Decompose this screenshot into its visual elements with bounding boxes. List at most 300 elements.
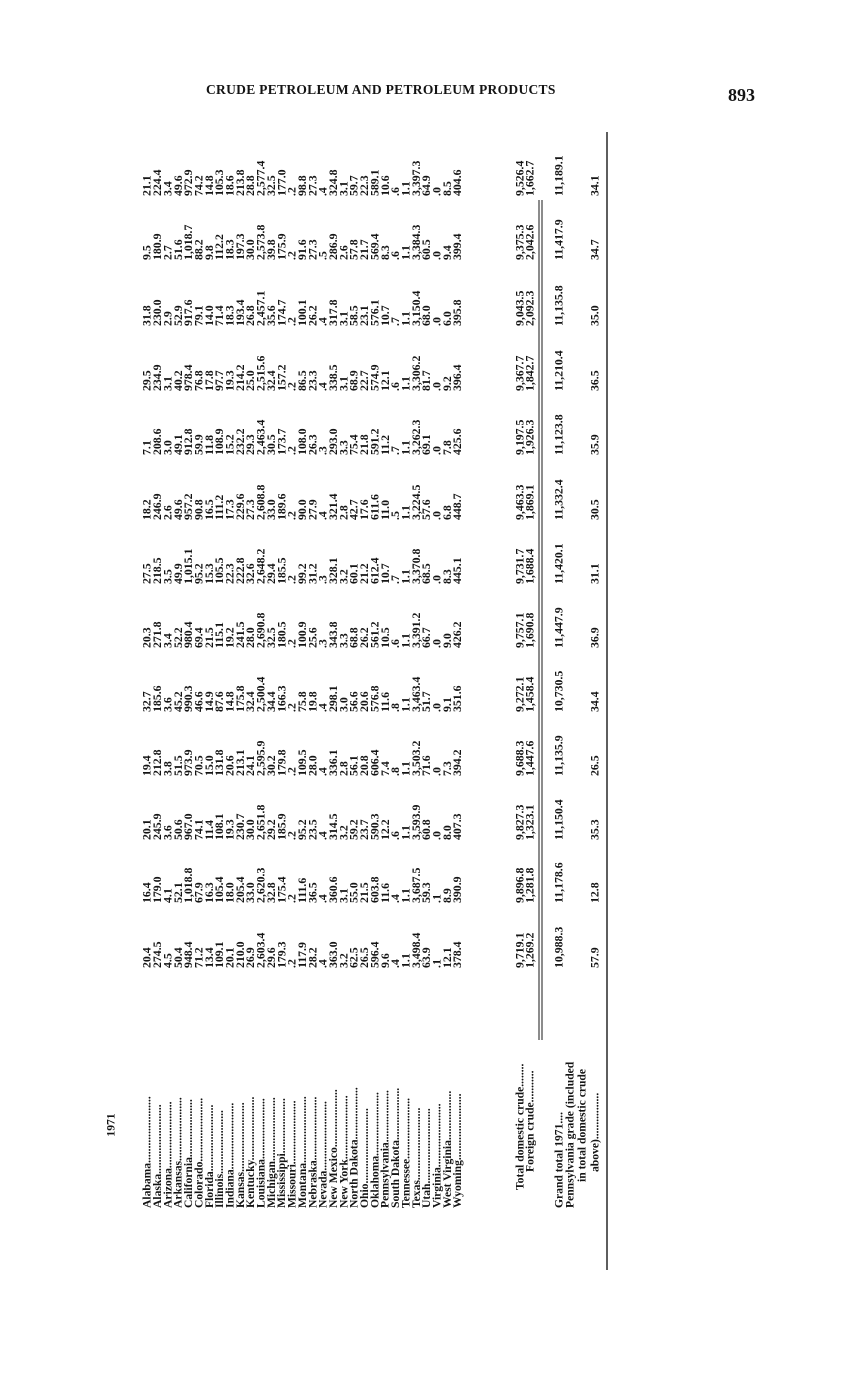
data-cell: .3 [315, 575, 330, 584]
data-cell: 9.4 [439, 245, 454, 260]
data-cell: 58.5 [346, 305, 361, 326]
data-cell: 189.6 [274, 493, 289, 520]
penn-grade-cell: 35.0 [587, 305, 602, 326]
data-cell: 232.2 [232, 428, 247, 455]
data-cell: .4 [315, 317, 330, 326]
data-cell: 29.4 [263, 563, 278, 584]
data-cell: 8.0 [439, 825, 454, 840]
data-cell: 26.5 [357, 947, 372, 968]
data-cell: 175.4 [274, 876, 289, 903]
data-cell: .4 [388, 894, 403, 903]
data-cell: 3.6 [160, 825, 175, 840]
data-cell: 66.7 [419, 627, 434, 648]
page-header-title: CRUDE PETROLEUM AND PETROLEUM PRODUCTS [206, 82, 556, 97]
data-cell: 3.3 [336, 633, 351, 648]
data-cell: 20.8 [357, 755, 372, 776]
data-cell: 14.0 [201, 305, 216, 326]
year-heading: 1971 [104, 1113, 118, 1137]
data-cell: 576.1 [367, 299, 382, 326]
data-cell: 29.6 [263, 947, 278, 968]
data-cell: 213.8 [232, 169, 247, 196]
data-cell: .2 [284, 317, 299, 326]
data-cell: .4 [315, 767, 330, 776]
data-cell: 28.2 [305, 947, 320, 968]
data-cell: .6 [388, 251, 403, 260]
data-cell: 286.9 [326, 233, 341, 260]
row-label: Alabama....................... [140, 1096, 154, 1208]
data-cell: 180.5 [274, 621, 289, 648]
data-cell: 2.9 [160, 311, 175, 326]
data-cell: 75.8 [294, 691, 309, 712]
data-cell: .0 [429, 317, 444, 326]
data-cell: 56.6 [346, 691, 361, 712]
total-cell: 9,757.1 [512, 612, 527, 648]
row-label: New York...................... [337, 1095, 351, 1208]
data-cell: 26.3 [305, 434, 320, 455]
data-cell: 19.3 [222, 819, 237, 840]
data-cell: 98.8 [294, 175, 309, 196]
data-cell: 11.6 [377, 692, 392, 712]
total-cell: 9,272.1 [512, 676, 527, 712]
data-cell: 166.3 [274, 685, 289, 712]
data-cell: 12.1 [439, 947, 454, 968]
data-cell: .4 [315, 831, 330, 840]
data-cell: 1.1 [398, 761, 413, 776]
data-cell: 23.7 [357, 819, 372, 840]
data-cell: .8 [388, 703, 403, 712]
total-cell: 2,092.3 [522, 290, 537, 326]
data-cell: 20.1 [139, 819, 154, 840]
data-cell: 591.2 [367, 428, 382, 455]
data-cell: 396.4 [450, 364, 465, 391]
penn-grade-cell: 36.9 [587, 627, 602, 648]
data-cell: 3.8 [160, 761, 175, 776]
data-cell: 109.1 [212, 941, 227, 968]
total-cell: 9,367.7 [512, 355, 527, 391]
data-cell: 7.4 [377, 761, 392, 776]
data-cell: 24.1 [243, 755, 258, 776]
data-cell: 338.5 [326, 364, 341, 391]
data-cell: 9.8 [201, 245, 216, 260]
data-cell: 179.3 [274, 941, 289, 968]
data-cell: 2,690.8 [253, 612, 268, 648]
data-cell: 1,018.8 [181, 867, 196, 903]
penn-grade-label: in total domestic crude [575, 1068, 589, 1182]
data-cell: .6 [388, 382, 403, 391]
data-cell: 20.3 [139, 627, 154, 648]
data-cell: 3,224.5 [408, 484, 423, 520]
data-cell: 31.8 [139, 305, 154, 326]
penn-grade-label: above)................ [588, 1092, 602, 1172]
data-cell: 193.4 [232, 299, 247, 326]
data-cell: 3,463.4 [408, 676, 423, 712]
data-cell: 7.8 [439, 440, 454, 455]
data-cell: 49.1 [170, 434, 185, 455]
data-cell: 29.3 [243, 434, 258, 455]
data-cell: 40.2 [170, 370, 185, 391]
penn-grade-label: Pennsylvania grade (included [563, 1061, 577, 1208]
data-cell: 222.8 [232, 557, 247, 584]
data-cell: 108.0 [294, 428, 309, 455]
data-cell: 111.2 [212, 494, 227, 520]
data-cell: 1.1 [398, 569, 413, 584]
data-cell: 52.1 [170, 882, 185, 903]
data-cell: 3.4 [160, 181, 175, 196]
data-cell: 51.7 [419, 691, 434, 712]
grand-total-cell: 11,135.9 [551, 735, 566, 776]
data-cell: 69.4 [191, 627, 206, 648]
data-cell: 12.2 [377, 819, 392, 840]
data-cell: 68.8 [346, 627, 361, 648]
data-cell: 59.7 [346, 175, 361, 196]
data-cell: 13.4 [201, 947, 216, 968]
row-label: Utah.......................... [420, 1108, 434, 1208]
data-cell: .4 [388, 959, 403, 968]
data-cell: 8.3 [377, 245, 392, 260]
data-cell: .8 [388, 767, 403, 776]
row-label: Missouri...................... [285, 1100, 299, 1208]
data-cell: 6.0 [439, 311, 454, 326]
data-cell: 2,457.1 [253, 290, 268, 326]
data-cell: 1.1 [398, 888, 413, 903]
data-cell: 321.4 [326, 493, 341, 520]
data-cell: .1 [429, 959, 444, 968]
total-label: Total domestic crude........ [513, 1063, 527, 1190]
data-cell: 957.2 [181, 493, 196, 520]
data-cell: 990.3 [181, 685, 196, 712]
data-cell: 425.6 [450, 428, 465, 455]
data-cell: 62.5 [346, 947, 361, 968]
data-cell: .2 [284, 894, 299, 903]
data-cell: 49.9 [170, 563, 185, 584]
data-cell: 68.5 [419, 563, 434, 584]
data-cell: 33.0 [263, 499, 278, 520]
data-cell: 18.0 [222, 882, 237, 903]
data-cell: 8.5 [439, 181, 454, 196]
data-cell: 2,463.4 [253, 419, 268, 455]
data-cell: .7 [388, 317, 403, 326]
data-cell: 229.6 [232, 493, 247, 520]
data-cell: 115.1 [212, 622, 227, 648]
data-cell: 1.1 [398, 440, 413, 455]
data-cell: 39.8 [263, 239, 278, 260]
data-cell: 2,648.2 [253, 548, 268, 584]
grand-total-cell: 11,178.6 [551, 862, 566, 903]
data-cell: 590.3 [367, 813, 382, 840]
data-cell: 448.7 [450, 493, 465, 520]
data-cell: .5 [315, 251, 330, 260]
data-cell: 11.4 [201, 820, 216, 840]
row-label: Texas......................... [409, 1107, 423, 1208]
data-cell: 912.8 [181, 428, 196, 455]
data-cell: 2.6 [336, 245, 351, 260]
data-cell: 28.8 [243, 175, 258, 196]
penn-grade-cell: 26.5 [587, 755, 602, 776]
data-cell: 3.2 [336, 569, 351, 584]
data-cell: 25.0 [243, 370, 258, 391]
row-label: Arizona....................... [161, 1101, 175, 1208]
data-cell: 2.8 [336, 505, 351, 520]
total-cell: 1,281.8 [522, 867, 537, 903]
data-cell: 9.5 [139, 245, 154, 260]
data-cell: .1 [429, 894, 444, 903]
data-cell: 88.2 [191, 239, 206, 260]
data-cell: 14.9 [201, 691, 216, 712]
data-cell: 3.3 [336, 440, 351, 455]
total-cell: 1,842.7 [522, 355, 537, 391]
row-label: Pennsylvania.................. [378, 1090, 392, 1208]
data-cell: 4.5 [160, 953, 175, 968]
data-cell: 28.0 [305, 755, 320, 776]
data-cell: .4 [315, 703, 330, 712]
total-label: Foreign crude........... [523, 1070, 537, 1172]
penn-grade-cell: 57.9 [587, 947, 602, 968]
data-cell: 21.8 [357, 434, 372, 455]
data-cell: 3.2 [336, 825, 351, 840]
data-cell: 1.1 [398, 311, 413, 326]
data-cell: 64.9 [419, 175, 434, 196]
data-cell: 15.0 [201, 755, 216, 776]
total-cell: 2,042.6 [522, 224, 537, 260]
data-cell: 2,573.8 [253, 224, 268, 260]
data-cell: 210.0 [232, 941, 247, 968]
data-cell: 603.8 [367, 876, 382, 903]
grand-total-cell: 11,210.4 [551, 350, 566, 391]
data-cell: 100.9 [294, 621, 309, 648]
data-cell: 8.3 [439, 569, 454, 584]
data-cell: 32.5 [263, 627, 278, 648]
data-cell: 274.5 [150, 941, 165, 968]
data-cell: 49.6 [170, 175, 185, 196]
data-cell: 12.1 [377, 370, 392, 391]
data-cell: .4 [315, 959, 330, 968]
data-cell: 32.4 [243, 691, 258, 712]
total-cell: 1,690.8 [522, 612, 537, 648]
data-cell: 30.2 [263, 755, 278, 776]
data-cell: 60.5 [419, 239, 434, 260]
data-cell: 596.4 [367, 941, 382, 968]
data-cell: 6.8 [439, 505, 454, 520]
data-cell: 19.2 [222, 627, 237, 648]
data-cell: 21.7 [357, 239, 372, 260]
row-label: Montana....................... [295, 1096, 309, 1208]
data-cell: 3.1 [336, 888, 351, 903]
row-label: Mississippi................... [275, 1098, 289, 1208]
data-cell: .2 [284, 575, 299, 584]
data-cell: 328.1 [326, 557, 341, 584]
data-cell: 90.0 [294, 499, 309, 520]
data-cell: 18.3 [222, 239, 237, 260]
total-cell: 1,447.6 [522, 740, 537, 776]
grand-total-cell: 11,150.4 [551, 799, 566, 840]
data-cell: 1,015.1 [181, 548, 196, 584]
grand-total-cell: 11,123.8 [551, 414, 566, 455]
data-cell: 34.4 [263, 691, 278, 712]
data-cell: 42.7 [346, 499, 361, 520]
grand-total-cell: 11,135.8 [551, 285, 566, 326]
grand-total-cell: 11,417.9 [551, 219, 566, 260]
data-cell: 174.7 [274, 299, 289, 326]
data-cell: 117.9 [294, 942, 309, 968]
total-cell: 9,526.4 [512, 160, 527, 196]
penn-grade-cell: 31.1 [587, 563, 602, 584]
data-cell: 8.9 [439, 888, 454, 903]
data-cell: 35.6 [263, 305, 278, 326]
data-cell: 241.5 [232, 621, 247, 648]
data-cell: 36.5 [305, 882, 320, 903]
data-cell: 74.2 [191, 175, 206, 196]
row-label: Nevada........................ [316, 1101, 330, 1208]
data-cell: 197.3 [232, 233, 247, 260]
data-cell: 399.4 [450, 233, 465, 260]
data-cell: 10.6 [377, 175, 392, 196]
penn-grade-cell: 34.7 [587, 239, 602, 260]
data-cell: .2 [284, 767, 299, 776]
data-cell: 10.5 [377, 627, 392, 648]
data-cell: 9.1 [439, 697, 454, 712]
data-cell: 3.1 [336, 181, 351, 196]
data-cell: 30.5 [263, 434, 278, 455]
data-cell: 33.0 [243, 882, 258, 903]
data-cell: .7 [388, 575, 403, 584]
data-cell: 17.6 [357, 499, 372, 520]
data-cell: 2,620.3 [253, 867, 268, 903]
data-cell: 612.4 [367, 557, 382, 584]
data-cell: 14.8 [222, 691, 237, 712]
table-content [105, 132, 607, 1270]
data-cell: 175.8 [232, 685, 247, 712]
data-cell: 973.9 [181, 749, 196, 776]
data-cell: 606.4 [367, 749, 382, 776]
data-cell: 2,608.8 [253, 484, 268, 520]
data-cell: 99.2 [294, 563, 309, 584]
data-cell: 179.0 [150, 876, 165, 903]
data-cell: 205.4 [232, 876, 247, 903]
total-cell: 1,269.2 [522, 932, 537, 968]
data-cell: 60.1 [346, 563, 361, 584]
data-cell: 23.5 [305, 819, 320, 840]
data-cell: 9.6 [377, 953, 392, 968]
data-cell: 45.2 [170, 691, 185, 712]
data-cell: 3,262.3 [408, 419, 423, 455]
data-cell: .2 [284, 831, 299, 840]
data-cell: .0 [429, 382, 444, 391]
data-cell: 611.6 [367, 494, 382, 520]
total-cell: 1,662.7 [522, 160, 537, 196]
data-cell: 574.9 [367, 364, 382, 391]
total-cell: 9,688.3 [512, 740, 527, 776]
data-cell: 11.0 [377, 500, 392, 520]
total-cell: 9,043.5 [512, 290, 527, 326]
data-cell: 224.4 [150, 169, 165, 196]
data-cell: 49.6 [170, 499, 185, 520]
data-cell: 445.1 [450, 557, 465, 584]
data-cell: 15.2 [222, 434, 237, 455]
data-cell: 63.9 [419, 947, 434, 968]
data-cell: 3,384.3 [408, 224, 423, 260]
data-cell: 3,370.8 [408, 548, 423, 584]
data-cell: 17.3 [222, 499, 237, 520]
total-cell: 9,896.8 [512, 867, 527, 903]
data-cell: 2,500.4 [253, 676, 268, 712]
data-cell: 2,603.4 [253, 932, 268, 968]
data-cell: .0 [429, 575, 444, 584]
data-cell: 404.6 [450, 169, 465, 196]
data-cell: 271.8 [150, 621, 165, 648]
data-cell: 32.8 [263, 882, 278, 903]
data-cell: 28.0 [243, 627, 258, 648]
row-label: North Dakota.................. [347, 1087, 361, 1208]
data-cell: 26.8 [243, 305, 258, 326]
data-cell: 18.3 [222, 305, 237, 326]
data-cell: 3,498.4 [408, 932, 423, 968]
data-cell: 21.1 [139, 175, 154, 196]
data-cell: 9.0 [439, 633, 454, 648]
total-cell: 1,458.4 [522, 676, 537, 712]
data-cell: 3,397.3 [408, 160, 423, 196]
data-cell: 18.6 [222, 175, 237, 196]
data-cell: 26.2 [305, 305, 320, 326]
data-cell: 25.6 [305, 627, 320, 648]
data-cell: 390.9 [450, 876, 465, 903]
data-cell: 23.1 [357, 305, 372, 326]
data-cell: 52.2 [170, 627, 185, 648]
data-cell: 1.1 [398, 181, 413, 196]
data-cell: .4 [315, 382, 330, 391]
data-cell: 16.3 [201, 882, 216, 903]
data-cell: 27.5 [139, 563, 154, 584]
data-cell: 71.2 [191, 947, 206, 968]
data-cell: 1,018.7 [181, 224, 196, 260]
data-cell: 95.2 [191, 563, 206, 584]
data-cell: .2 [284, 639, 299, 648]
data-cell: 29.5 [139, 370, 154, 391]
data-cell: .3 [315, 446, 330, 455]
data-cell: 3,150.4 [408, 290, 423, 326]
data-cell: 967.0 [181, 813, 196, 840]
data-cell: 7.1 [139, 440, 154, 455]
data-cell: 19.4 [139, 755, 154, 776]
data-cell: 185.5 [274, 557, 289, 584]
penn-grade-cell: 35.3 [587, 819, 602, 840]
data-cell: 26.9 [243, 947, 258, 968]
data-cell: 21.5 [357, 882, 372, 903]
data-cell: 212.8 [150, 749, 165, 776]
data-cell: 360.6 [326, 876, 341, 903]
data-cell: 71.4 [212, 305, 227, 326]
penn-grade-cell: 30.5 [587, 499, 602, 520]
penn-grade-cell: 34.1 [587, 175, 602, 196]
row-label: Illinois...................... [213, 1110, 227, 1208]
data-cell: 32.5 [263, 175, 278, 196]
data-cell: 2.6 [160, 505, 175, 520]
data-cell: 395.8 [450, 299, 465, 326]
data-cell: 32.7 [139, 691, 154, 712]
data-cell: 576.8 [367, 685, 382, 712]
data-cell: .7 [388, 446, 403, 455]
data-cell: 394.2 [450, 749, 465, 776]
data-cell: 71.6 [419, 755, 434, 776]
data-cell: 3.0 [336, 697, 351, 712]
data-cell: 208.6 [150, 428, 165, 455]
data-cell: 1.1 [398, 633, 413, 648]
data-cell: 179.8 [274, 749, 289, 776]
data-cell: 131.8 [212, 749, 227, 776]
data-cell: .2 [284, 251, 299, 260]
data-cell: 105.3 [212, 169, 227, 196]
data-cell: 314.5 [326, 813, 341, 840]
data-cell: 27.9 [305, 499, 320, 520]
